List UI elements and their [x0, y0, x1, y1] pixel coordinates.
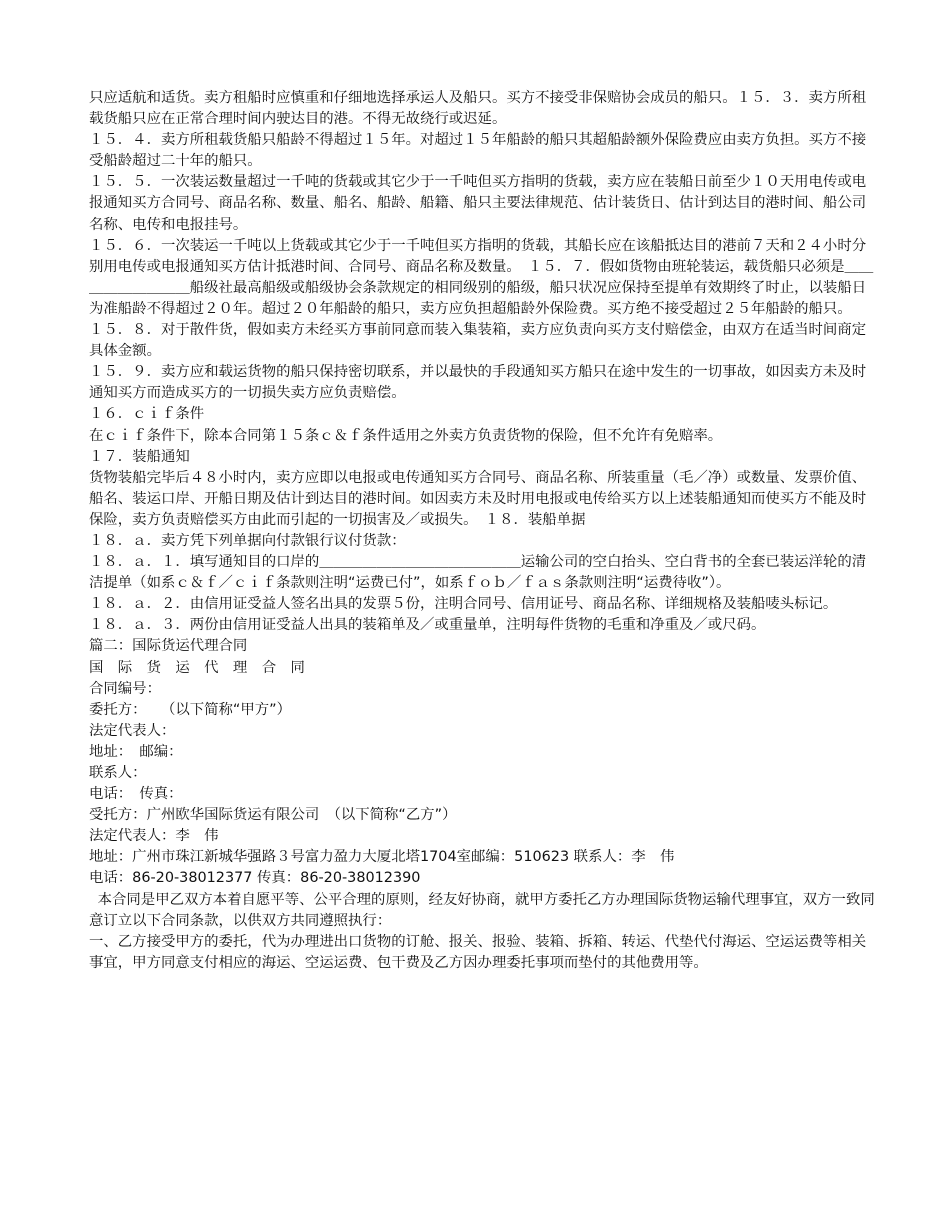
principal-legal-rep-line: 法定代表人：: [89, 722, 176, 739]
principal-contact-line: 联系人：: [89, 765, 147, 781]
clause-16-heading: １６．ｃｉｆ条件: [89, 406, 205, 423]
section-heading: 篇二：国际货运代理合同: [89, 638, 248, 655]
article-1: 一、乙方接受甲方的委托，代为办理进出口货物的订舱、报关、报验、装箱、拆箱、转运、代垫代付海运、空运运费等相关事宜，甲方同意支付相应的海运、空运运费、包干费及乙方因办理委托事项而垫付的其他费用等。: [89, 933, 867, 971]
agent-address-line: 地址：广州市珠江新城华强路３号富力盈力大厦北塔1704室邮编：510623 联系人：李 伟: [89, 849, 675, 866]
clause-18-a-3: １８．ａ．３．两份由信用证受益人出具的装箱单及／或重量单，注明每件货物的毛重和净重及／或尺码。: [89, 617, 766, 634]
clause-18-a: １８．ａ．卖方凭下列单据向付款银行议付货款：: [89, 532, 406, 549]
clause-15-2-15-3: 只应适航和适货。卖方租船时应慎重和仔细地选择承运人及船只。买方不接受非保赔协会成员的船只。１５．３．卖方所租载货船只应在正常合理时间内驶达目的港。不得无故绕行或迟延。: [89, 90, 867, 128]
agent-phone-fax-line: 电话：86-20-38012377 传真：86-20-38012390: [89, 870, 421, 887]
principal-address-line: 地址： 邮编：: [89, 743, 183, 760]
agent-line: 受托方：广州欧华国际货运有限公司 （以下简称“乙方”）: [89, 807, 457, 824]
principal-phone-fax-line: 电话： 传真：: [89, 786, 183, 803]
clause-15-4: １５．４．卖方所租载货船只船龄不得超过１５年。对超过１５年船龄的船只其超船龄额外保险费应由卖方负担。买方不接受船龄超过二十年的船只。: [89, 132, 867, 170]
clause-17-body: 货物装船完毕后４８小时内，卖方应即以电报或电传通知买方合同号、商品名称、所装重量（毛／净）或数量、发票价值、船名、装运口岸、开船日期及估计到达目的港时间。如因卖方未及时用电报或电传给买方以上述装船通知而使买方不能及时保险，卖方负责赔偿买方由此而引起的一切损害及／或损失。 １８．装船单据: [89, 469, 867, 528]
contract-preamble: 本合同是甲乙双方本着自愿平等、公平合理的原则，经友好协商，就甲方委托乙方办理国际货物运输代理事宜，双方一致同意订立以下合同条款，以供双方共同遵照执行：: [89, 891, 875, 929]
clause-15-5: １５．５．一次装运数量超过一千吨的货载或其它少于一千吨但买方指明的货载，卖方应在装船日前至少１０天用电传或电报通知买方合同号、商品名称、数量、船名、船龄、船籍、船只主要法律规范、估计装货日、估计到达目的港时间、船公司名称、电传和电报挂号。: [89, 174, 867, 233]
clause-17-heading: １７．装船通知: [89, 448, 190, 465]
contract-title: 国 际 货 运 代 理 合 同: [89, 659, 305, 676]
clause-15-9: １５．９．卖方应和载运货物的船只保持密切联系，并以最快的手段通知买方船只在途中发生的一切事故，如因卖方未及时通知买方而造成买方的一切损失卖方应负责赔偿。: [89, 364, 867, 402]
clause-16-body: 在ｃｉｆ条件下，除本合同第１５条ｃ＆ｆ条件适用之外卖方负责货物的保险，但不允许有免赔率。: [89, 427, 723, 444]
principal-line: 委托方： （以下简称“甲方”）: [89, 701, 291, 718]
clause-18-a-2: １８．ａ．２．由信用证受益人签名出具的发票５份，注明合同号、信用证号、商品名称、详细规格及装船唛头标记。: [89, 596, 838, 613]
clause-18-a-1: １８．ａ．１．填写通知目的口岸的＿＿＿＿＿＿＿＿＿＿＿＿＿＿运输公司的空白抬头、空白背书的全套已装运洋轮的清洁提单（如系ｃ＆ｆ／ｃｉｆ条款则注明“运费已付”，如系ｆｏｂ／ｆａｓ条款则注明“运费待收”）。: [89, 554, 867, 592]
clause-15-6-15-7: １５．６．一次装运一千吨以上货载或其它少于一千吨但买方指明的货载，其船长应在该船抵达目的港前７天和２４小时分别用电传或电报通知买方估计抵港时间、合同号、商品名称及数量。 １５．７．假如货物由班轮装运，载货船只必须是＿＿＿＿＿＿＿＿＿船级社最高船级或船级协会条款规定的相同级别的船级，船只状况应保持至提单有效期终了时止，以装船日为准船龄不得超过２０年。超过２０年船龄的船只，卖方应负担超船龄外保险费。买方绝不接受超过２５年船龄的船只。: [89, 237, 874, 317]
agent-legal-rep-line: 法定代表人：李 伟: [89, 828, 219, 845]
contract-number-line: 合同编号：: [89, 680, 161, 697]
document-page: [89, 88, 875, 974]
clause-15-8: １５．８．对于散件货，假如卖方未经买方事前同意而装入集装箱，卖方应负责向买方支付赔偿金，由双方在适当时间商定具体金额。: [89, 322, 867, 360]
